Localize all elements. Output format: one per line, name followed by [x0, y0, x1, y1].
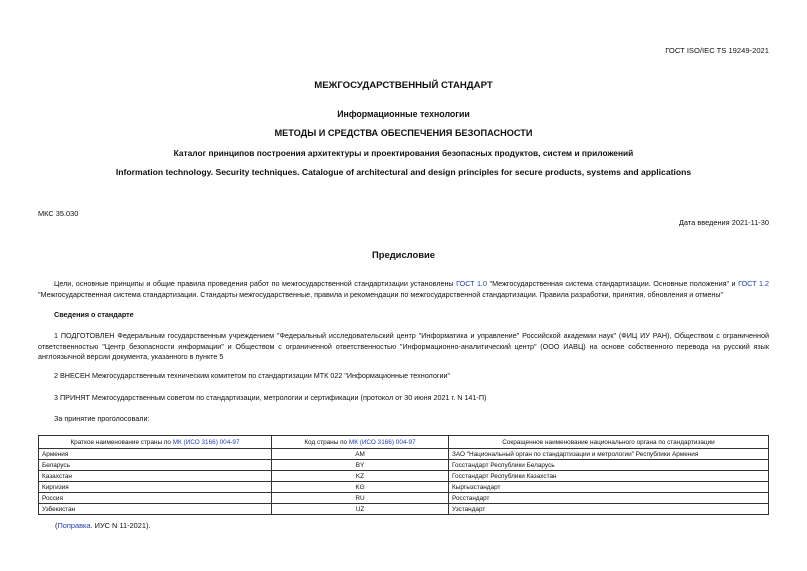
body-cell: Узстандарт	[449, 504, 769, 515]
intro-paragraph	[38, 279, 769, 300]
item-introduced: 2 ВНЕСЕН Межгосударственным техническим комитетом по стандартизации МТК 022 "Информационные технологии"	[54, 371, 451, 380]
country-cell: Армения	[39, 449, 272, 460]
header-national-body: Сокращенное наименование национального органа по стандартизации	[449, 436, 769, 449]
country-cell: Узбекистан	[39, 504, 272, 515]
mks-code: МКС 35.030	[38, 209, 79, 218]
preface-heading: Предисловие	[372, 249, 435, 260]
body-cell: ЗАО "Национальный орган по стандартизации и метрологии" Республики Армения	[449, 449, 769, 460]
body-cell: Госстандарт Республики Казахстан	[449, 471, 769, 482]
document-code: ГОСТ ISO/IEC TS 19249-2021	[665, 46, 769, 55]
code-cell: KG	[272, 482, 449, 493]
mk-3166-link[interactable]: МК (ИСО 3166) 004-97	[348, 438, 416, 446]
item-adopted: 3 ПРИНЯТ Межгосударственным советом по стандартизации, метрологии и сертификации (протокол от 30 июня 2021 г. N 141-П)	[54, 393, 487, 402]
correction-text: . ИУС N 11-2021).	[90, 521, 151, 530]
header-country-text: Краткое наименование страны по	[70, 438, 173, 446]
intro-text-2: "Межгосударственная система стандартизации. Основные положения" и	[487, 279, 739, 288]
voting-table	[38, 435, 769, 515]
header-country-name	[39, 436, 272, 449]
header-code-text: Код страны по	[304, 438, 349, 446]
correction-note: (Поправка. ИУС N 11-2021).	[55, 521, 151, 530]
body-cell: Кыргызстандарт	[449, 482, 769, 493]
about-standard-heading: Сведения о стандарте	[54, 310, 134, 319]
table-row	[39, 471, 769, 482]
title-russian: Каталог принципов построения архитектуры и проектирования безопасных продуктов, систем и приложений	[173, 148, 634, 158]
code-cell: BY	[272, 460, 449, 471]
code-cell: KZ	[272, 471, 449, 482]
introduction-date: Дата введения 2021-11-30	[678, 218, 769, 227]
table-row	[39, 482, 769, 493]
country-cell: Казахстан	[39, 471, 272, 482]
gost-1-0-link[interactable]: ГОСТ 1.0	[456, 279, 488, 288]
item-prepared: 1 ПОДГОТОВЛЕН Федеральным государственным учреждением "Федеральный исследовательский центр "Информатика и управление" Российской академии наук" (ФИЦ ИУ РАН), Обществом с ограниченной ответственностью "Центр безопасности информации" и Обществом с ограниченной ответственностью "Информационно-аналитический центр" (ООО ИАВЦ) на основе собственного перевода на русский язык англоязычной версии документа, указанного в пункте 5	[38, 331, 769, 361]
body-cell: Росстандарт	[449, 493, 769, 504]
intro-text-1: Цели, основные принципы и общие правила проведения работ по межгосударственной стандартизации установлены	[54, 279, 457, 288]
table-row	[39, 493, 769, 504]
group-heading: МЕТОДЫ И СРЕДСТВА ОБЕСПЕЧЕНИЯ БЕЗОПАСНОСТИ	[274, 128, 533, 138]
voted-label: За принятие проголосовали:	[54, 414, 150, 423]
gost-1-2-link[interactable]: ГОСТ 1.2	[738, 279, 769, 288]
table-row	[39, 449, 769, 460]
code-cell: AM	[272, 449, 449, 460]
title-english: Information technology. Security techniques. Catalogue of architectural and design principles for secure products, systems and applications	[115, 167, 692, 177]
country-cell: Россия	[39, 493, 272, 504]
country-cell: Киргизия	[39, 482, 272, 493]
area-heading: Информационные технологии	[337, 109, 470, 119]
mk-3166-link[interactable]: МК (ИСО 3166) 004-97	[172, 438, 240, 446]
table-row	[39, 460, 769, 471]
table-row	[39, 504, 769, 515]
correction-link[interactable]: Поправка	[57, 521, 91, 530]
standard-type-heading: МЕЖГОСУДАРСТВЕННЫЙ СТАНДАРТ	[314, 80, 493, 91]
country-cell: Беларусь	[39, 460, 272, 471]
code-cell: RU	[272, 493, 449, 504]
header-country-code	[272, 436, 449, 449]
table-header-row	[39, 436, 769, 449]
body-cell: Госстандарт Республики Беларусь	[449, 460, 769, 471]
intro-text-3: "Межгосударственная система стандартизации. Стандарты межгосударственные, правила и рекомендации по межгосударственной стандартизации. Правила разработки, принятия, обновления и отмены"	[38, 289, 724, 299]
code-cell: UZ	[272, 504, 449, 515]
